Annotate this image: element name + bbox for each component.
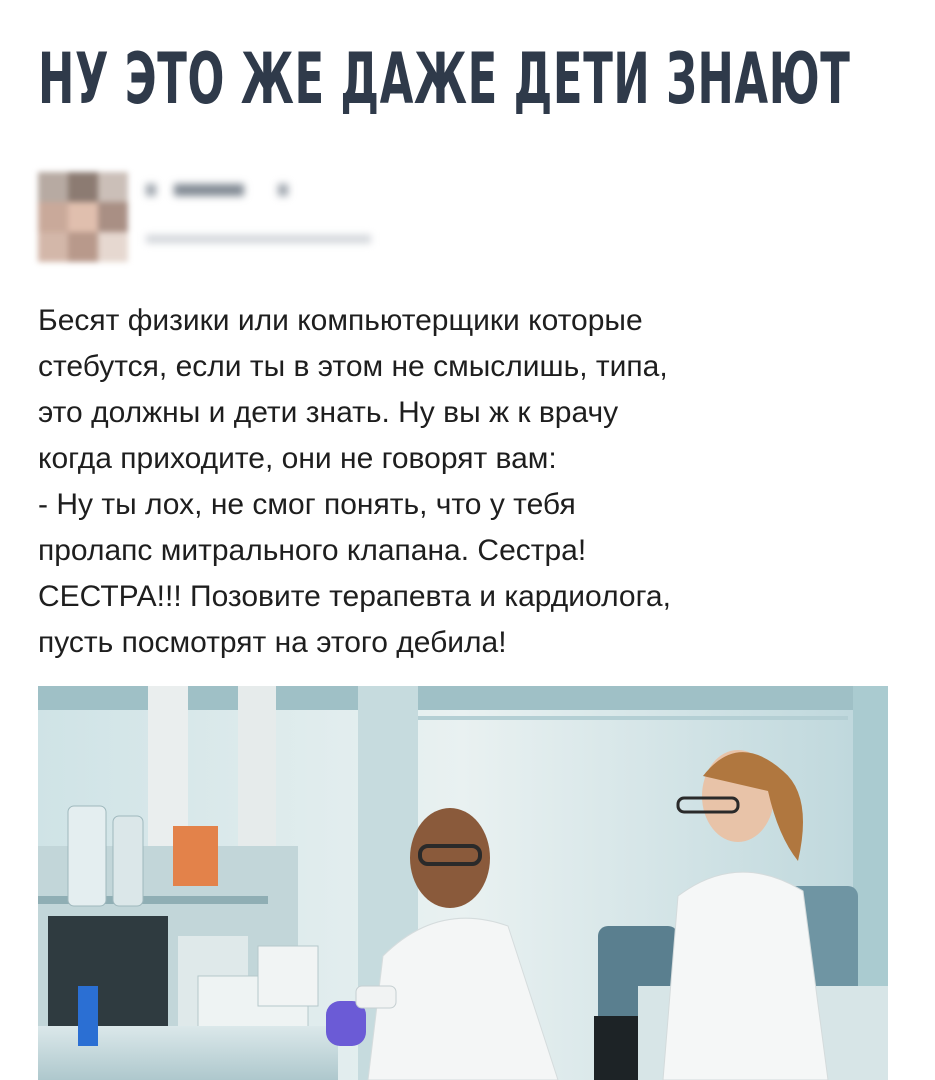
post-text-line: стебутся, если ты в этом не смыслишь, типа, — [38, 350, 668, 383]
headline: НУ ЭТО ЖЕ ДАЖЕ ДЕТИ ЗНАЮТ — [38, 38, 851, 120]
post-meta — [146, 230, 396, 250]
post-text-line: когда приходите, они не говорят вам: — [38, 442, 557, 475]
author-name[interactable] — [146, 178, 296, 204]
post-text-line: пусть посмотрят на этого дебила! — [38, 626, 507, 659]
post-text-line: - Ну ты лох, не смог понять, что у тебя — [38, 488, 576, 521]
post-text — [38, 298, 898, 666]
post-text-line: пролапс митрального клапана. Сестра! — [38, 534, 587, 567]
post-text-line: Бесят физики или компьютерщики которые — [38, 304, 643, 337]
avatar[interactable] — [38, 172, 128, 262]
post-text-line: это должны и дети знать. Ну вы ж к врачу — [38, 396, 619, 429]
post-text-line: СЕСТРА!!! Позовите терапевта и кардиолога, — [38, 580, 671, 613]
post-author — [38, 172, 458, 264]
lab-photo[interactable] — [38, 686, 888, 1080]
